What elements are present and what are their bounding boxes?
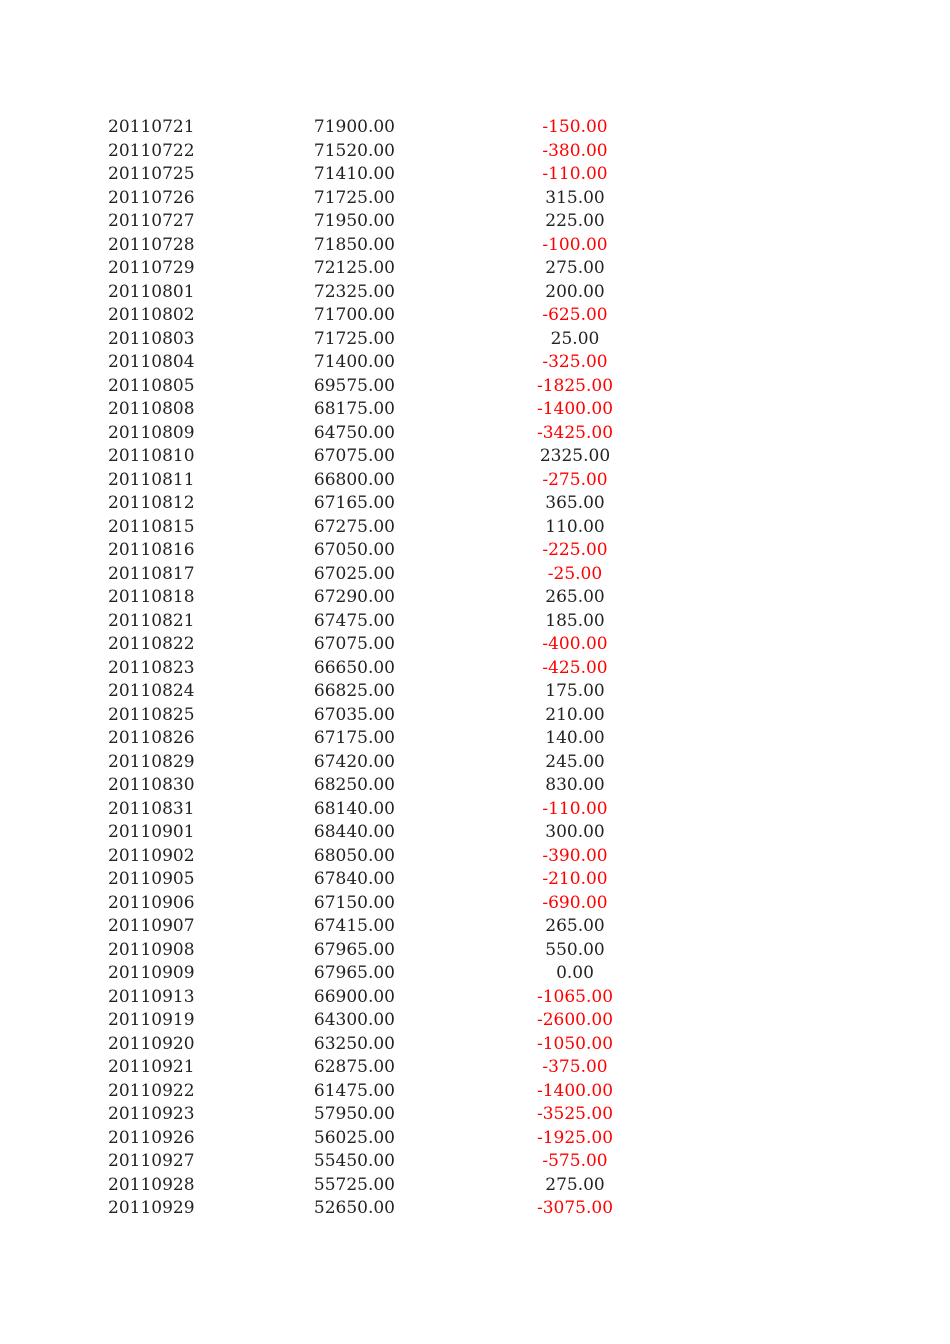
price-cell: 71410.00	[313, 164, 395, 184]
date-cell: 20110901	[108, 822, 195, 842]
change-cell: 550.00	[545, 939, 605, 960]
change-cell: -400.00	[542, 634, 608, 654]
table-row	[0, 492, 950, 516]
change-cell: -110.00	[542, 798, 608, 819]
change-cell: 2325.00	[539, 446, 611, 466]
price-cell: 64300.00	[313, 1010, 395, 1030]
date-cell: 20110809	[108, 422, 195, 443]
date-cell: 20110908	[108, 939, 195, 960]
change-cell: -380.00	[542, 140, 608, 161]
table-row	[0, 1174, 950, 1198]
date-cell: 20110818	[108, 587, 195, 607]
table-row	[0, 610, 950, 634]
price-cell: 67415.00	[313, 916, 395, 936]
table-row	[0, 469, 950, 493]
price-cell: 66800.00	[313, 469, 395, 490]
change-cell: -1050.00	[536, 1033, 614, 1054]
table-row	[0, 915, 950, 939]
change-cell: 225.00	[545, 211, 605, 231]
change-cell: 175.00	[545, 681, 605, 701]
price-cell: 67290.00	[313, 587, 395, 607]
price-cell: 67150.00	[313, 892, 395, 913]
date-cell: 20110726	[108, 187, 195, 208]
price-cell: 66900.00	[313, 986, 395, 1007]
table-row	[0, 304, 950, 328]
date-cell: 20110919	[108, 1010, 195, 1030]
price-cell: 63250.00	[313, 1033, 395, 1054]
table-row	[0, 375, 950, 399]
table-row	[0, 1033, 950, 1057]
date-cell: 20110821	[108, 610, 195, 631]
table-row	[0, 774, 950, 798]
date-cell: 20110816	[108, 540, 195, 560]
date-cell: 20110829	[108, 751, 195, 772]
table-row	[0, 351, 950, 375]
date-cell: 20110902	[108, 845, 195, 866]
change-cell: -3525.00	[536, 1104, 614, 1124]
change-cell: 265.00	[545, 587, 605, 607]
table-row	[0, 586, 950, 610]
date-cell: 20110922	[108, 1080, 195, 1101]
table-row	[0, 727, 950, 751]
date-cell: 20110830	[108, 775, 195, 795]
change-cell: -1065.00	[536, 986, 614, 1007]
table-row	[0, 140, 950, 164]
price-cell: 66650.00	[313, 657, 395, 678]
table-row	[0, 516, 950, 540]
date-cell: 20110920	[108, 1033, 195, 1054]
change-cell: -425.00	[542, 657, 608, 678]
change-cell: -25.00	[547, 563, 603, 584]
table-row	[0, 751, 950, 775]
change-cell: 300.00	[545, 822, 605, 842]
table-row	[0, 633, 950, 657]
price-cell: 72325.00	[313, 281, 395, 302]
date-cell: 20110824	[108, 681, 195, 701]
change-cell: -225.00	[542, 540, 608, 560]
change-cell: -100.00	[542, 234, 608, 255]
date-cell: 20110905	[108, 869, 195, 889]
price-cell: 67035.00	[313, 704, 395, 725]
price-cell: 68140.00	[313, 798, 395, 819]
change-cell: 0.00	[556, 963, 594, 983]
change-cell: 200.00	[545, 281, 605, 302]
date-cell: 20110802	[108, 305, 195, 325]
table-row	[0, 281, 950, 305]
date-cell: 20110812	[108, 493, 195, 513]
price-cell: 71400.00	[313, 352, 395, 372]
date-cell: 20110927	[108, 1151, 195, 1171]
change-cell: -275.00	[542, 469, 608, 490]
price-cell: 71700.00	[313, 305, 395, 325]
date-cell: 20110929	[108, 1198, 195, 1218]
date-cell: 20110825	[108, 704, 195, 725]
change-cell: 265.00	[545, 916, 605, 936]
change-cell: 185.00	[545, 610, 605, 631]
table-row	[0, 986, 950, 1010]
table-row	[0, 1080, 950, 1104]
change-cell: -390.00	[542, 845, 608, 866]
change-cell: 25.00	[550, 328, 600, 349]
price-cell: 52650.00	[313, 1198, 395, 1218]
price-cell: 72125.00	[313, 258, 395, 278]
date-cell: 20110722	[108, 140, 195, 161]
table-row	[0, 210, 950, 234]
price-cell: 55725.00	[313, 1174, 395, 1195]
table-row	[0, 187, 950, 211]
table-row	[0, 704, 950, 728]
price-cell: 68050.00	[313, 845, 395, 866]
table-row	[0, 445, 950, 469]
price-cell: 68250.00	[313, 775, 395, 795]
table-row	[0, 234, 950, 258]
date-cell: 20110804	[108, 352, 195, 372]
price-cell: 71725.00	[313, 187, 395, 208]
table-row	[0, 163, 950, 187]
date-cell: 20110727	[108, 211, 195, 231]
table-row	[0, 1009, 950, 1033]
change-cell: 140.00	[545, 728, 605, 748]
date-cell: 20110923	[108, 1104, 195, 1124]
price-cell: 67420.00	[313, 751, 395, 772]
table-row	[0, 1197, 950, 1221]
date-cell: 20110817	[108, 563, 195, 584]
price-cell: 66825.00	[313, 681, 395, 701]
change-cell: 245.00	[545, 751, 605, 772]
table-row	[0, 563, 950, 587]
price-cell: 67075.00	[313, 446, 395, 466]
change-cell: -110.00	[542, 164, 608, 184]
price-cell: 67050.00	[313, 540, 395, 560]
table-row	[0, 657, 950, 681]
table-row	[0, 680, 950, 704]
date-cell: 20110822	[108, 634, 195, 654]
change-cell: -1925.00	[536, 1127, 614, 1148]
date-cell: 20110823	[108, 657, 195, 678]
date-cell: 20110721	[108, 117, 195, 137]
date-cell: 20110826	[108, 728, 195, 748]
date-cell: 20110815	[108, 516, 195, 537]
change-cell: 365.00	[545, 493, 605, 513]
change-cell: -1825.00	[536, 375, 614, 396]
date-cell: 20110729	[108, 258, 195, 278]
table-row	[0, 328, 950, 352]
price-cell: 67165.00	[313, 493, 395, 513]
date-cell: 20110811	[108, 469, 195, 490]
change-cell: -3075.00	[536, 1198, 614, 1218]
table-row	[0, 962, 950, 986]
table-row	[0, 398, 950, 422]
price-cell: 67275.00	[313, 516, 395, 537]
date-cell: 20110810	[108, 446, 195, 466]
table-row	[0, 422, 950, 446]
price-cell: 55450.00	[313, 1151, 395, 1171]
date-cell: 20110725	[108, 164, 195, 184]
table-row	[0, 892, 950, 916]
price-cell: 69575.00	[313, 375, 395, 396]
price-cell: 67965.00	[313, 963, 395, 983]
date-cell: 20110913	[108, 986, 195, 1007]
table-row	[0, 939, 950, 963]
table-row	[0, 1056, 950, 1080]
price-cell: 67840.00	[313, 869, 395, 889]
table-row	[0, 868, 950, 892]
price-cell: 71850.00	[313, 234, 395, 255]
table-row	[0, 1150, 950, 1174]
date-cell: 20110921	[108, 1057, 195, 1077]
change-cell: -150.00	[542, 117, 608, 137]
change-cell: -690.00	[542, 892, 608, 913]
price-cell: 71950.00	[313, 211, 395, 231]
price-cell: 62875.00	[313, 1057, 395, 1077]
price-cell: 67475.00	[313, 610, 395, 631]
change-cell: -210.00	[542, 869, 608, 889]
price-cell: 67075.00	[313, 634, 395, 654]
date-cell: 20110909	[108, 963, 195, 983]
price-cell: 68175.00	[313, 399, 395, 419]
price-cell: 71900.00	[313, 117, 395, 137]
table-row	[0, 845, 950, 869]
date-cell: 20110728	[108, 234, 195, 255]
price-cell: 71725.00	[313, 328, 395, 349]
price-cell: 67025.00	[313, 563, 395, 584]
date-cell: 20110801	[108, 281, 195, 302]
table-row	[0, 1127, 950, 1151]
date-cell: 20110808	[108, 399, 195, 419]
date-cell: 20110805	[108, 375, 195, 396]
change-cell: -375.00	[542, 1057, 608, 1077]
change-cell: -625.00	[542, 305, 608, 325]
price-cell: 71520.00	[313, 140, 395, 161]
change-cell: 275.00	[545, 1174, 605, 1195]
table-row	[0, 257, 950, 281]
change-cell: -2600.00	[536, 1010, 614, 1030]
table-row	[0, 539, 950, 563]
change-cell: -1400.00	[536, 1080, 614, 1101]
change-cell: -1400.00	[536, 399, 614, 419]
price-cell: 67965.00	[313, 939, 395, 960]
price-table	[0, 116, 950, 1221]
price-cell: 64750.00	[313, 422, 395, 443]
change-cell: 110.00	[545, 516, 605, 537]
change-cell: 210.00	[545, 704, 605, 725]
change-cell: -325.00	[542, 352, 608, 372]
change-cell: 830.00	[545, 775, 605, 795]
date-cell: 20110831	[108, 798, 195, 819]
change-cell: -3425.00	[536, 422, 614, 443]
table-row	[0, 821, 950, 845]
table-row	[0, 1103, 950, 1127]
change-cell: -575.00	[542, 1151, 608, 1171]
price-cell: 67175.00	[313, 728, 395, 748]
date-cell: 20110926	[108, 1127, 195, 1148]
date-cell: 20110907	[108, 916, 195, 936]
price-cell: 57950.00	[313, 1104, 395, 1124]
change-cell: 315.00	[545, 187, 605, 208]
price-cell: 61475.00	[313, 1080, 395, 1101]
table-row	[0, 116, 950, 140]
price-cell: 56025.00	[313, 1127, 395, 1148]
date-cell: 20110906	[108, 892, 195, 913]
date-cell: 20110928	[108, 1174, 195, 1195]
date-cell: 20110803	[108, 328, 195, 349]
table-row	[0, 798, 950, 822]
price-cell: 68440.00	[313, 822, 395, 842]
change-cell: 275.00	[545, 258, 605, 278]
